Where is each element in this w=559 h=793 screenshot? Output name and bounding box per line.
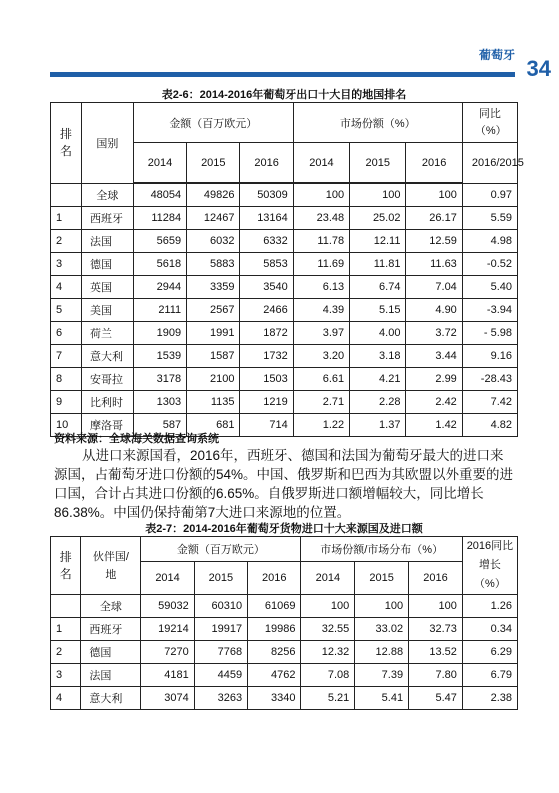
year-label: 2016 [240, 143, 293, 183]
value-cell: 3540 [240, 276, 293, 299]
year-label: 2016 [409, 562, 463, 595]
value-cell: 1.37 [350, 414, 406, 437]
rank-cell: 1 [51, 207, 82, 230]
value-cell: 4459 [194, 664, 247, 687]
value-cell: 1732 [240, 345, 293, 368]
year-label: 2015 [194, 562, 247, 595]
value-cell: 12.59 [406, 230, 462, 253]
year-label: 2014 [141, 562, 194, 595]
value-cell: 6.79 [462, 664, 517, 687]
table-row [51, 391, 518, 414]
value-cell: 4.21 [350, 368, 406, 391]
value-cell: 1.22 [293, 414, 349, 437]
value-cell: 2100 [187, 368, 240, 391]
body-paragraph: 从进口来源国看，2016年，西班牙、德国和法国为葡萄牙最大的进口来源国，占葡萄牙进口份额的54%。中国、俄罗斯和巴西为其欧盟以外重要的进口国，合计占其进口份额的6.65%。自俄罗斯进口额增幅较大，同比增长86.38%。中国仍保持葡第7大进口来源地的位置。 [54, 448, 514, 520]
value-cell: 6.61 [293, 368, 349, 391]
year-label: 2016 [406, 143, 462, 183]
header-yoy: 同比（%） [462, 103, 517, 143]
rank-cell: 4 [51, 276, 82, 299]
value-cell: -3.94 [462, 299, 517, 322]
year-label: 2014 [301, 562, 355, 595]
rank-cell: 9 [51, 391, 82, 414]
value-cell: 5.15 [350, 299, 406, 322]
table-row [51, 345, 518, 368]
value-cell: 32.55 [301, 618, 355, 641]
value-cell: 2.42 [406, 391, 462, 414]
table-row [51, 276, 518, 299]
value-cell: 26.17 [406, 207, 462, 230]
value-cell: 3074 [141, 687, 194, 710]
table-row [51, 299, 518, 322]
value-cell: 2.38 [462, 687, 517, 710]
year-label: 2014 [133, 143, 186, 183]
value-cell: 23.48 [293, 207, 349, 230]
value-cell: 100 [350, 184, 406, 207]
header-rank: 排名 [51, 103, 82, 184]
value-cell: 5853 [240, 253, 293, 276]
year-label: 2015 [350, 143, 406, 183]
country-cell: 全球 [81, 184, 133, 207]
value-cell: 4.82 [462, 414, 517, 437]
export-destinations-table [50, 102, 524, 437]
year-label: 2015 [187, 143, 240, 183]
country-cell: 西班牙 [81, 618, 141, 641]
value-cell: 7.42 [462, 391, 517, 414]
table2-title: 表2-7：2014-2016年葡萄牙货物进口十大来源国及进口额 [145, 523, 423, 535]
country-cell: 安哥拉 [81, 368, 133, 391]
value-cell: 0.97 [462, 184, 517, 207]
rank-cell: 6 [51, 322, 82, 345]
year-label: 2016 [248, 562, 301, 595]
value-cell: 33.02 [355, 618, 409, 641]
rank-cell: 2 [51, 641, 81, 664]
rank-cell: 5 [51, 299, 82, 322]
value-cell: 6032 [187, 230, 240, 253]
value-cell: 13.52 [409, 641, 463, 664]
value-cell: 4.39 [293, 299, 349, 322]
value-cell: 4.00 [350, 322, 406, 345]
value-cell: 100 [355, 595, 409, 618]
value-cell: 1503 [240, 368, 293, 391]
value-cell: 19214 [141, 618, 194, 641]
year-label: 2014 [293, 143, 349, 183]
header-country: 国别 [81, 103, 133, 184]
value-cell: 7.08 [301, 664, 355, 687]
value-cell: 1303 [133, 391, 186, 414]
table-row [51, 253, 518, 276]
value-cell: 100 [406, 184, 462, 207]
header-yoy: 2016同比增长（%） [462, 537, 517, 595]
value-cell: 3.72 [406, 322, 462, 345]
value-cell: 587 [133, 414, 186, 437]
value-cell: 7768 [194, 641, 247, 664]
country-cell: 德国 [81, 253, 133, 276]
value-cell: 100 [409, 595, 463, 618]
value-cell: 50309 [240, 184, 293, 207]
country-cell: 摩洛哥 [81, 414, 133, 437]
header-yoy-period: 2016/2015 [462, 143, 517, 184]
rank-cell: 7 [51, 345, 82, 368]
source-note: 资料来源：全球海关数据查询系统 [54, 432, 219, 445]
value-cell: 1135 [187, 391, 240, 414]
value-cell: 1991 [187, 322, 240, 345]
value-cell: 1539 [133, 345, 186, 368]
value-cell: 1.42 [406, 414, 462, 437]
value-cell: 7.80 [409, 664, 463, 687]
value-cell: 4.90 [406, 299, 462, 322]
value-cell: 3178 [133, 368, 186, 391]
header-amount: 金额（百万欧元） [141, 537, 301, 562]
value-cell: 48054 [133, 184, 186, 207]
table-row [51, 230, 518, 253]
value-cell: 11.81 [350, 253, 406, 276]
country-cell: 意大利 [81, 687, 141, 710]
value-cell: 6.74 [350, 276, 406, 299]
table-row [51, 207, 518, 230]
value-cell: 11.69 [293, 253, 349, 276]
value-cell: 60310 [194, 595, 247, 618]
rank-cell: 8 [51, 368, 82, 391]
value-cell: 5883 [187, 253, 240, 276]
value-cell: 3.97 [293, 322, 349, 345]
value-cell: 5.59 [462, 207, 517, 230]
country-cell: 全球 [81, 595, 141, 618]
value-cell: 5.40 [462, 276, 517, 299]
header-share: 市场份额（%） [293, 103, 462, 143]
value-cell: 5659 [133, 230, 186, 253]
value-cell: 59032 [141, 595, 194, 618]
table-row [51, 687, 518, 710]
table-row [51, 664, 518, 687]
rank-cell: 3 [51, 664, 81, 687]
value-cell: 1587 [187, 345, 240, 368]
value-cell: 681 [187, 414, 240, 437]
value-cell: 49826 [187, 184, 240, 207]
value-cell: 6.29 [462, 641, 517, 664]
value-cell: 2466 [240, 299, 293, 322]
table-row [51, 595, 518, 618]
value-cell: 4762 [248, 664, 301, 687]
value-cell: 7.04 [406, 276, 462, 299]
header-share: 市场份额/市场分布（%） [301, 537, 462, 562]
value-cell: 8256 [248, 641, 301, 664]
rank-cell: 4 [51, 687, 81, 710]
year-label: 2015 [355, 562, 409, 595]
value-cell: 2.71 [293, 391, 349, 414]
value-cell: 4.98 [462, 230, 517, 253]
rank-cell: 2 [51, 230, 82, 253]
value-cell: 61069 [248, 595, 301, 618]
value-cell: 12467 [187, 207, 240, 230]
rank-cell [51, 595, 81, 618]
value-cell: 3.18 [350, 345, 406, 368]
country-cell: 法国 [81, 664, 141, 687]
value-cell: - 5.98 [462, 322, 517, 345]
value-cell: 9.16 [462, 345, 517, 368]
header-rule [50, 72, 515, 77]
value-cell: 0.34 [462, 618, 517, 641]
value-cell: 714 [240, 414, 293, 437]
value-cell: 7270 [141, 641, 194, 664]
value-cell: 2944 [133, 276, 186, 299]
value-cell: 5.41 [355, 687, 409, 710]
header-country: 葡萄牙 [478, 48, 515, 62]
value-cell: 3.44 [406, 345, 462, 368]
value-cell: 32.73 [409, 618, 463, 641]
value-cell: 2111 [133, 299, 186, 322]
country-cell: 法国 [81, 230, 133, 253]
value-cell: 25.02 [350, 207, 406, 230]
value-cell: 6.13 [293, 276, 349, 299]
value-cell: 2567 [187, 299, 240, 322]
rank-cell [51, 184, 82, 207]
value-cell: -28.43 [462, 368, 517, 391]
table-row [51, 184, 518, 207]
header-amount: 金额（百万欧元） [133, 103, 293, 143]
header-partner: 伙伴国/地 [81, 537, 141, 595]
table-row [51, 322, 518, 345]
value-cell: 2.99 [406, 368, 462, 391]
value-cell: 3359 [187, 276, 240, 299]
country-cell: 比利时 [81, 391, 133, 414]
rank-cell: 1 [51, 618, 81, 641]
value-cell: 100 [293, 184, 349, 207]
value-cell: 12.32 [301, 641, 355, 664]
value-cell: 11.63 [406, 253, 462, 276]
value-cell: 5.21 [301, 687, 355, 710]
value-cell: 100 [301, 595, 355, 618]
value-cell: 1872 [240, 322, 293, 345]
value-cell: 19917 [194, 618, 247, 641]
value-cell: 13164 [240, 207, 293, 230]
value-cell: 3263 [194, 687, 247, 710]
value-cell: 7.39 [355, 664, 409, 687]
value-cell: 11284 [133, 207, 186, 230]
country-cell: 意大利 [81, 345, 133, 368]
value-cell: 5.47 [409, 687, 463, 710]
value-cell: 1219 [240, 391, 293, 414]
value-cell: 1.26 [462, 595, 517, 618]
value-cell: -0.52 [462, 253, 517, 276]
value-cell: 12.11 [350, 230, 406, 253]
rank-cell: 3 [51, 253, 82, 276]
value-cell: 11.78 [293, 230, 349, 253]
table-row [51, 368, 518, 391]
page-number: 34 [526, 56, 551, 81]
table1-title: 表2-6：2014-2016年葡萄牙出口十大目的地国排名 [161, 89, 407, 101]
country-cell: 西班牙 [81, 207, 133, 230]
value-cell: 1909 [133, 322, 186, 345]
header-rank: 排名 [51, 537, 81, 595]
value-cell: 2.28 [350, 391, 406, 414]
value-cell: 4181 [141, 664, 194, 687]
value-cell: 3.20 [293, 345, 349, 368]
country-cell: 美国 [81, 299, 133, 322]
value-cell: 19986 [248, 618, 301, 641]
country-cell: 德国 [81, 641, 141, 664]
country-cell: 英国 [81, 276, 133, 299]
rank-cell: 10 [51, 414, 82, 437]
value-cell: 12.88 [355, 641, 409, 664]
country-cell: 荷兰 [81, 322, 133, 345]
table-row [51, 618, 518, 641]
value-cell: 5618 [133, 253, 186, 276]
import-sources-table [50, 536, 518, 710]
table-row [51, 641, 518, 664]
value-cell: 6332 [240, 230, 293, 253]
value-cell: 3340 [248, 687, 301, 710]
